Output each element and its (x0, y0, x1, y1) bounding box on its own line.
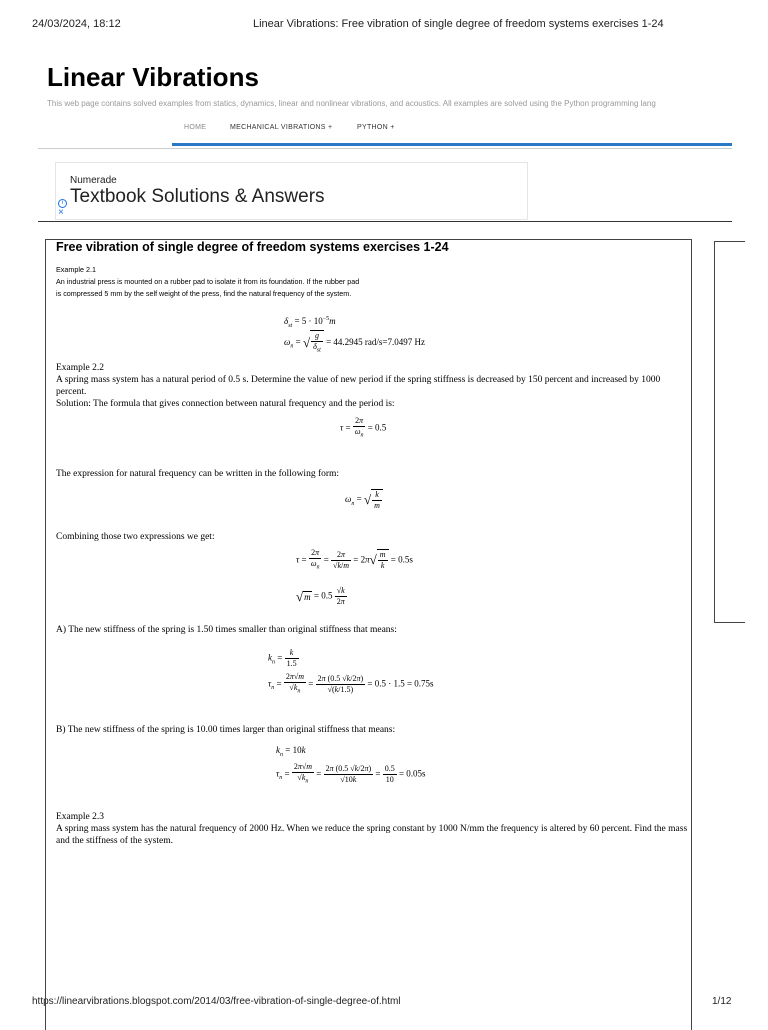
equation-case-b-result: = 0.05s (398, 768, 426, 779)
combine-text: Combining those two expressions we get: (56, 532, 215, 542)
equation-case-a-result: = 0.5 · 1.5 = 0.75s (367, 678, 434, 689)
case-a-text: A) The new stiffness of the spring is 1.50 times smaller than original stiffness that means: (56, 625, 397, 635)
example-2-1-line-1: An industrial press is mounted on a rubber pad to isolate it from its foundation. If the rubber pad (56, 277, 360, 286)
equation-case-a-period: $\tau_n$ = $\frac{2\pi√m}{√k_n}$ = $\frac{2\pi (0.5 √k/2\pi)}{√(k/1.5)}$ = 0.5 · 1.5 = 0.75s (268, 672, 434, 695)
example-2-1-line-2: is compressed 5 mm by the self weight of the press, find the natural frequency of the system. (56, 289, 352, 298)
post-title[interactable]: Free vibration of single degree of freedom systems exercises 1-24 (56, 240, 449, 254)
nav-home[interactable]: HOME (184, 124, 207, 131)
ad-brand[interactable]: Numerade (70, 175, 117, 186)
ad-separator (38, 221, 732, 222)
equation-natural-frequency-form: $\omega_n$ = √ $\frac{k}{m}$ (345, 489, 383, 511)
nav-python[interactable]: PYTHON + (357, 124, 395, 131)
sidebar-widget (714, 241, 745, 623)
ad-headline[interactable]: Textbook Solutions & Answers (70, 186, 325, 207)
print-datetime: 24/03/2024, 18:12 (32, 18, 121, 30)
equation-combined-period: τ = $\frac{2\pi}{\omega_n}$ = $\frac{2\pi}{√k/m}$ = 2π√ $\frac{m}{k}$ = 0.5s (296, 548, 413, 571)
equation-period-value: = 0.5 (367, 422, 387, 433)
header-separator (38, 148, 732, 149)
equation-sqrt-m: √m = 0.5 $\frac{√k}{2\pi}$ (296, 586, 345, 606)
nav-underline-bar (172, 143, 732, 146)
close-icon[interactable]: × (58, 207, 64, 218)
print-url: https://linearvibrations.blogspot.com/2014/03/free-vibration-of-single-degree-of.html (32, 996, 401, 1007)
equation-case-b-period: $\tau_n$ = $\frac{2\pi√m}{√k_n}$ = $\frac{2\pi (0.5 √k/2\pi)}{√10k}$ = $\frac{0.5}{10}$ = 0.05s (276, 762, 426, 785)
example-2-2-text: A spring mass system has a natural period of 0.5 s. Determine the value of new period if the spring stiffness is decreased by 150 percent and increased by 1000 percent. (56, 375, 661, 397)
equation-case-a-stiffness: $k_n$ = $\frac{k}{1.5}$ (268, 648, 297, 668)
site-description: This web page contains solved examples from statics, dynamics, linear and nonlinear vibrations, and acoustics. All examples are solved using the Python programming lang (47, 99, 656, 108)
print-doc-title: Linear Vibrations: Free vibration of single degree of freedom systems exercises 1-24 (253, 18, 664, 30)
example-2-2-solution: Solution: The formula that gives connection between natural frequency and the period is: (56, 399, 395, 409)
info-icon[interactable]: i (58, 199, 67, 208)
example-2-2-label: Example 2.2 (56, 363, 105, 373)
example-2-1-label: Example 2.1 (56, 265, 96, 274)
example-2-3-text: A spring mass system has the natural frequency of 2000 Hz. When we reduce the spring constant by 1000 N/mm the frequency is altered by 60 percent. Find the mass and the stiffness of the system. (56, 824, 688, 846)
example-2-3-label: Example 2.3 (56, 812, 105, 822)
nav-mechanical-vibrations[interactable]: MECHANICAL VIBRATIONS + (230, 124, 333, 131)
equation-case-b-stiffness: $k_n = 10k$ (276, 745, 306, 758)
site-title[interactable]: Linear Vibrations (47, 62, 259, 92)
equation-result-2-1: = 44.2945 rad/s=7.0497 Hz (326, 336, 425, 347)
equation-combined-period-value: = 0.5s (390, 554, 413, 565)
expression-intro-text: The expression for natural frequency can be written in the following form: (56, 469, 340, 479)
equation-natural-frequency-2-1: $\omega_n$ = √ $\frac{g}{\delta_{st}}$ = 44.2945 rad/s=7.0497 Hz (284, 331, 425, 354)
print-page-number: 1/12 (712, 996, 732, 1007)
case-b-text: B) The new stiffness of the spring is 10.00 times larger than original stiffness that means: (56, 725, 396, 735)
equation-static-deflection: $\delta_{st} = 5 \cdot 10^{-5}m$ (284, 316, 336, 329)
equation-period: τ = $\frac{2\pi}{\omega_n}$ = 0.5 (340, 416, 387, 439)
